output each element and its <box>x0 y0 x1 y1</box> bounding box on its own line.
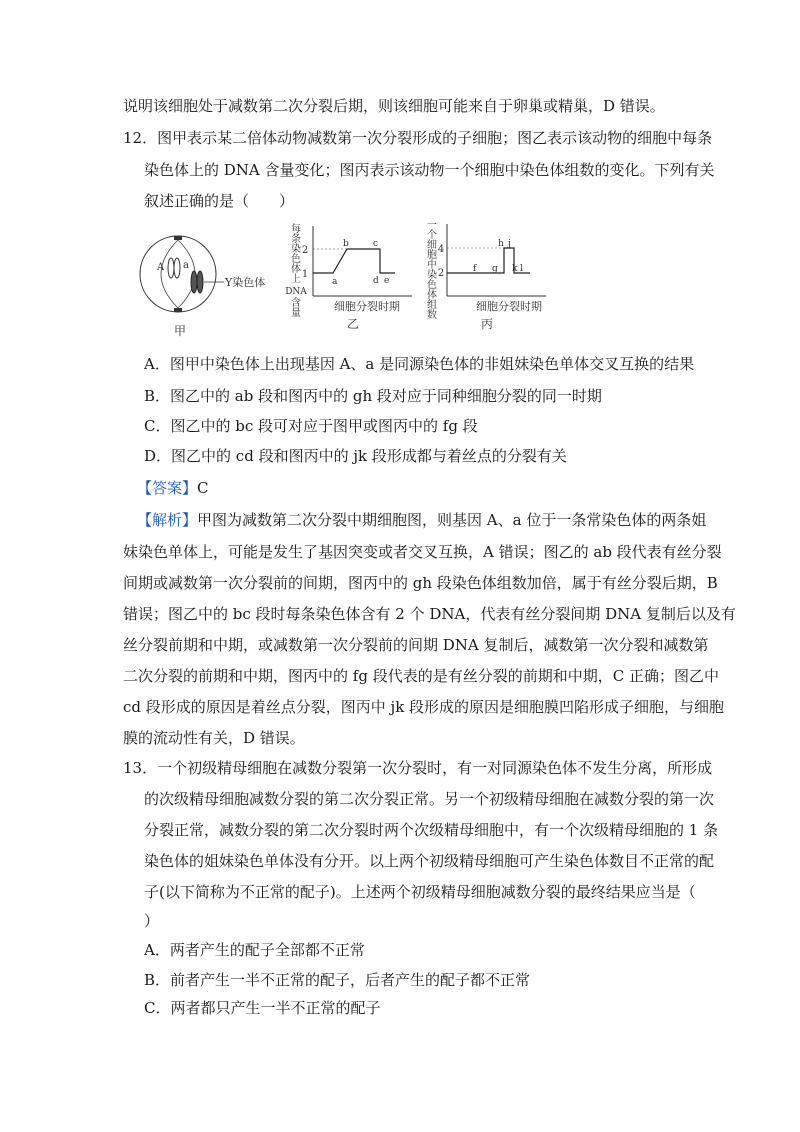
bing-set-curve <box>447 248 530 273</box>
yi-ylabel-char: 上 <box>291 274 301 285</box>
bing-ylabel-char: 染 <box>427 270 437 281</box>
q13-stem-line-6: ） <box>144 912 160 930</box>
q12-analysis-line-6: 二次分裂的前期和中期，图丙中的 fg 段代表的是有丝分裂的前期和中期，C 正确；图乙中 <box>123 667 719 685</box>
q13-option-c: C．两者都只产生一半不正常的配子 <box>144 999 381 1017</box>
answer-tag: 【答案】 <box>137 479 198 497</box>
bing-point-h: h <box>498 239 504 249</box>
bing-ylabel-char: 色 <box>427 280 437 291</box>
q12-analysis-line-1 <box>137 510 706 530</box>
yi-point-e: e <box>384 276 390 286</box>
bing-ylabel-char: 胞 <box>427 250 437 261</box>
yi-ylabel-char: 量 <box>291 308 301 319</box>
q12-analysis-line-2: 妹染色单体上，可能是发生了基因突变或者交叉互换，A 错误；图乙的 ab 段代表有丝分裂 <box>123 543 722 561</box>
bing-tick-2: 2 <box>437 268 445 279</box>
analysis-tag: 【解析】 <box>137 511 198 529</box>
bing-ylabel-char: 中 <box>427 260 437 271</box>
yi-ylabel-char: 含 <box>291 298 301 309</box>
centriole-top <box>174 236 182 240</box>
bing-ylabel-char: 组 <box>427 300 437 311</box>
y-chromosome-label: Y染色体 <box>225 276 266 289</box>
centriole-bottom <box>174 308 182 312</box>
bing-point-j: j <box>508 239 511 249</box>
q13-stem-line-3: 分裂正常，减数分裂的第二次分裂时两个次级精母细胞中，有一个次级精母细胞的 1 条 <box>144 821 719 839</box>
yi-point-b: b <box>343 239 349 249</box>
bing-ylabel-char: 数 <box>427 310 437 321</box>
bing-point-k: k <box>512 264 518 274</box>
chromosome-a-right <box>174 258 180 278</box>
q13-stem-line-5: 子(以下简称为不正常的配子)。上述两个初级精母细胞减数分裂的最终结果应当是（ <box>144 883 696 901</box>
bing-ylabel-char: 个 <box>427 230 437 241</box>
yi-xlabel: 细胞分裂时期 <box>334 300 400 313</box>
figure-jia <box>138 232 288 342</box>
chromosome-y-left <box>191 271 197 293</box>
yi-tick-2: 2 <box>301 245 309 256</box>
bing-ylabel-char: 细 <box>427 240 437 251</box>
analysis-text: 甲图为减数第二次分裂中期细胞图，则基因 A、a 位于一条常染色体的两条姐 <box>197 511 707 529</box>
figure-bing-caption: 丙 <box>481 317 494 331</box>
q13-option-b: B．前者产生一半不正常的配子，后者产生的配子都不正常 <box>144 971 531 989</box>
q12-option-d: D．图乙中的 cd 段和图丙中的 jk 段形成都与着丝点的分裂有关 <box>144 447 567 465</box>
q12-analysis-line-5: 丝分裂前期和中期，或减数第一次分裂前的间期 DNA 复制后，减数第一次分裂和减数第 <box>123 636 709 654</box>
bing-xlabel: 细胞分裂时期 <box>476 300 542 313</box>
yi-ylabel-char: DNA <box>285 287 307 297</box>
q13-stem-line-1: 13．一个初级精母细胞在减数分裂第一次分裂时，有一对同源染色体不发生分离，所形成 <box>123 759 713 777</box>
yi-point-c: c <box>373 239 379 249</box>
yi-point-d: d <box>373 276 379 286</box>
q12-stem-line-3: 叙述正确的是（ ） <box>144 192 295 210</box>
answer-value: C <box>197 479 209 497</box>
q13-stem-line-2: 的次级精母细胞减数分裂的第二次分裂正常。另一个初级精母细胞在减数分裂的第一次 <box>144 790 715 808</box>
allele-A-label: A <box>157 262 165 273</box>
bing-ylabel-char: 体 <box>427 290 437 301</box>
bing-point-g: g <box>492 264 498 274</box>
yi-tick-1: 1 <box>301 269 309 280</box>
q13-stem-line-4: 染色体的姐妹染色单体没有分开。以上两个初级精母细胞可产生染色体数目不正常的配 <box>144 852 715 870</box>
q12-option-b: B．图乙中的 ab 段和图丙中的 gh 段对应于同种细胞分裂的同一时期 <box>144 387 602 405</box>
figure-yi-caption: 乙 <box>347 317 360 331</box>
yi-ylabel-char: 每 <box>291 224 301 235</box>
yi-point-a: a <box>332 277 338 287</box>
bing-tick-4: 4 <box>437 244 445 255</box>
yi-dna-curve <box>313 249 395 273</box>
q12-option-c: C．图乙中的 bc 段可对应于图甲或图丙中的 fg 段 <box>144 417 478 435</box>
figure-yi <box>280 220 415 350</box>
q12-analysis-line-8: 膜的流动性有关，D 错误。 <box>123 729 305 747</box>
q12-analysis-line-7: cd 段形成的原因是着丝点分裂，图丙中 jk 段形成的原因是细胞膜凹陷形成子细胞，与细胞 <box>123 698 725 716</box>
chromosome-y-right <box>197 271 203 293</box>
q12-analysis-line-3: 间期或减数第一次分裂前的间期，图丙中的 gh 段染色体组数加倍，属于有丝分裂后期，B <box>123 574 718 592</box>
allele-a-label: a <box>183 260 189 271</box>
yi-ylabel-char: 条 <box>291 234 301 245</box>
bing-ylabel-char: 一 <box>427 220 437 231</box>
yi-ylabel-char: 色 <box>291 254 301 265</box>
bing-point-f: f <box>473 264 477 274</box>
q12-option-a: A．图甲中染色体上出现基因 A、a 是同源染色体的非姐妹染色单体交叉互换的结果 <box>144 355 695 373</box>
previous-answer-end: 说明该细胞处于减数第二次分裂后期，则该细胞可能来自于卵巢或精巢，D 错误。 <box>123 97 665 115</box>
yi-ylabel-char: 体 <box>291 264 301 275</box>
q12-answer <box>137 478 209 498</box>
bing-point-l: l <box>520 264 523 274</box>
q13-option-a: A．两者产生的配子全部都不正常 <box>144 941 365 959</box>
q12-stem-line-1: 12．图甲表示某二倍体动物减数第一次分裂形成的子细胞；图乙表示该动物的细胞中每条 <box>123 129 713 147</box>
q12-analysis-line-4: 错误；图乙中的 bc 段时每条染色体含有 2 个 DNA，代表有丝分裂间期 DNA 复制后以及有 <box>123 605 736 623</box>
q12-stem-line-2: 染色体上的 DNA 含量变化；图丙表示该动物一个细胞中染色体组数的变化。下列有关 <box>144 161 715 179</box>
yi-ylabel-char: 染 <box>291 244 301 255</box>
figure-jia-caption: 甲 <box>174 324 187 338</box>
chromosome-a-left <box>168 258 174 278</box>
figure-bing <box>420 218 550 338</box>
